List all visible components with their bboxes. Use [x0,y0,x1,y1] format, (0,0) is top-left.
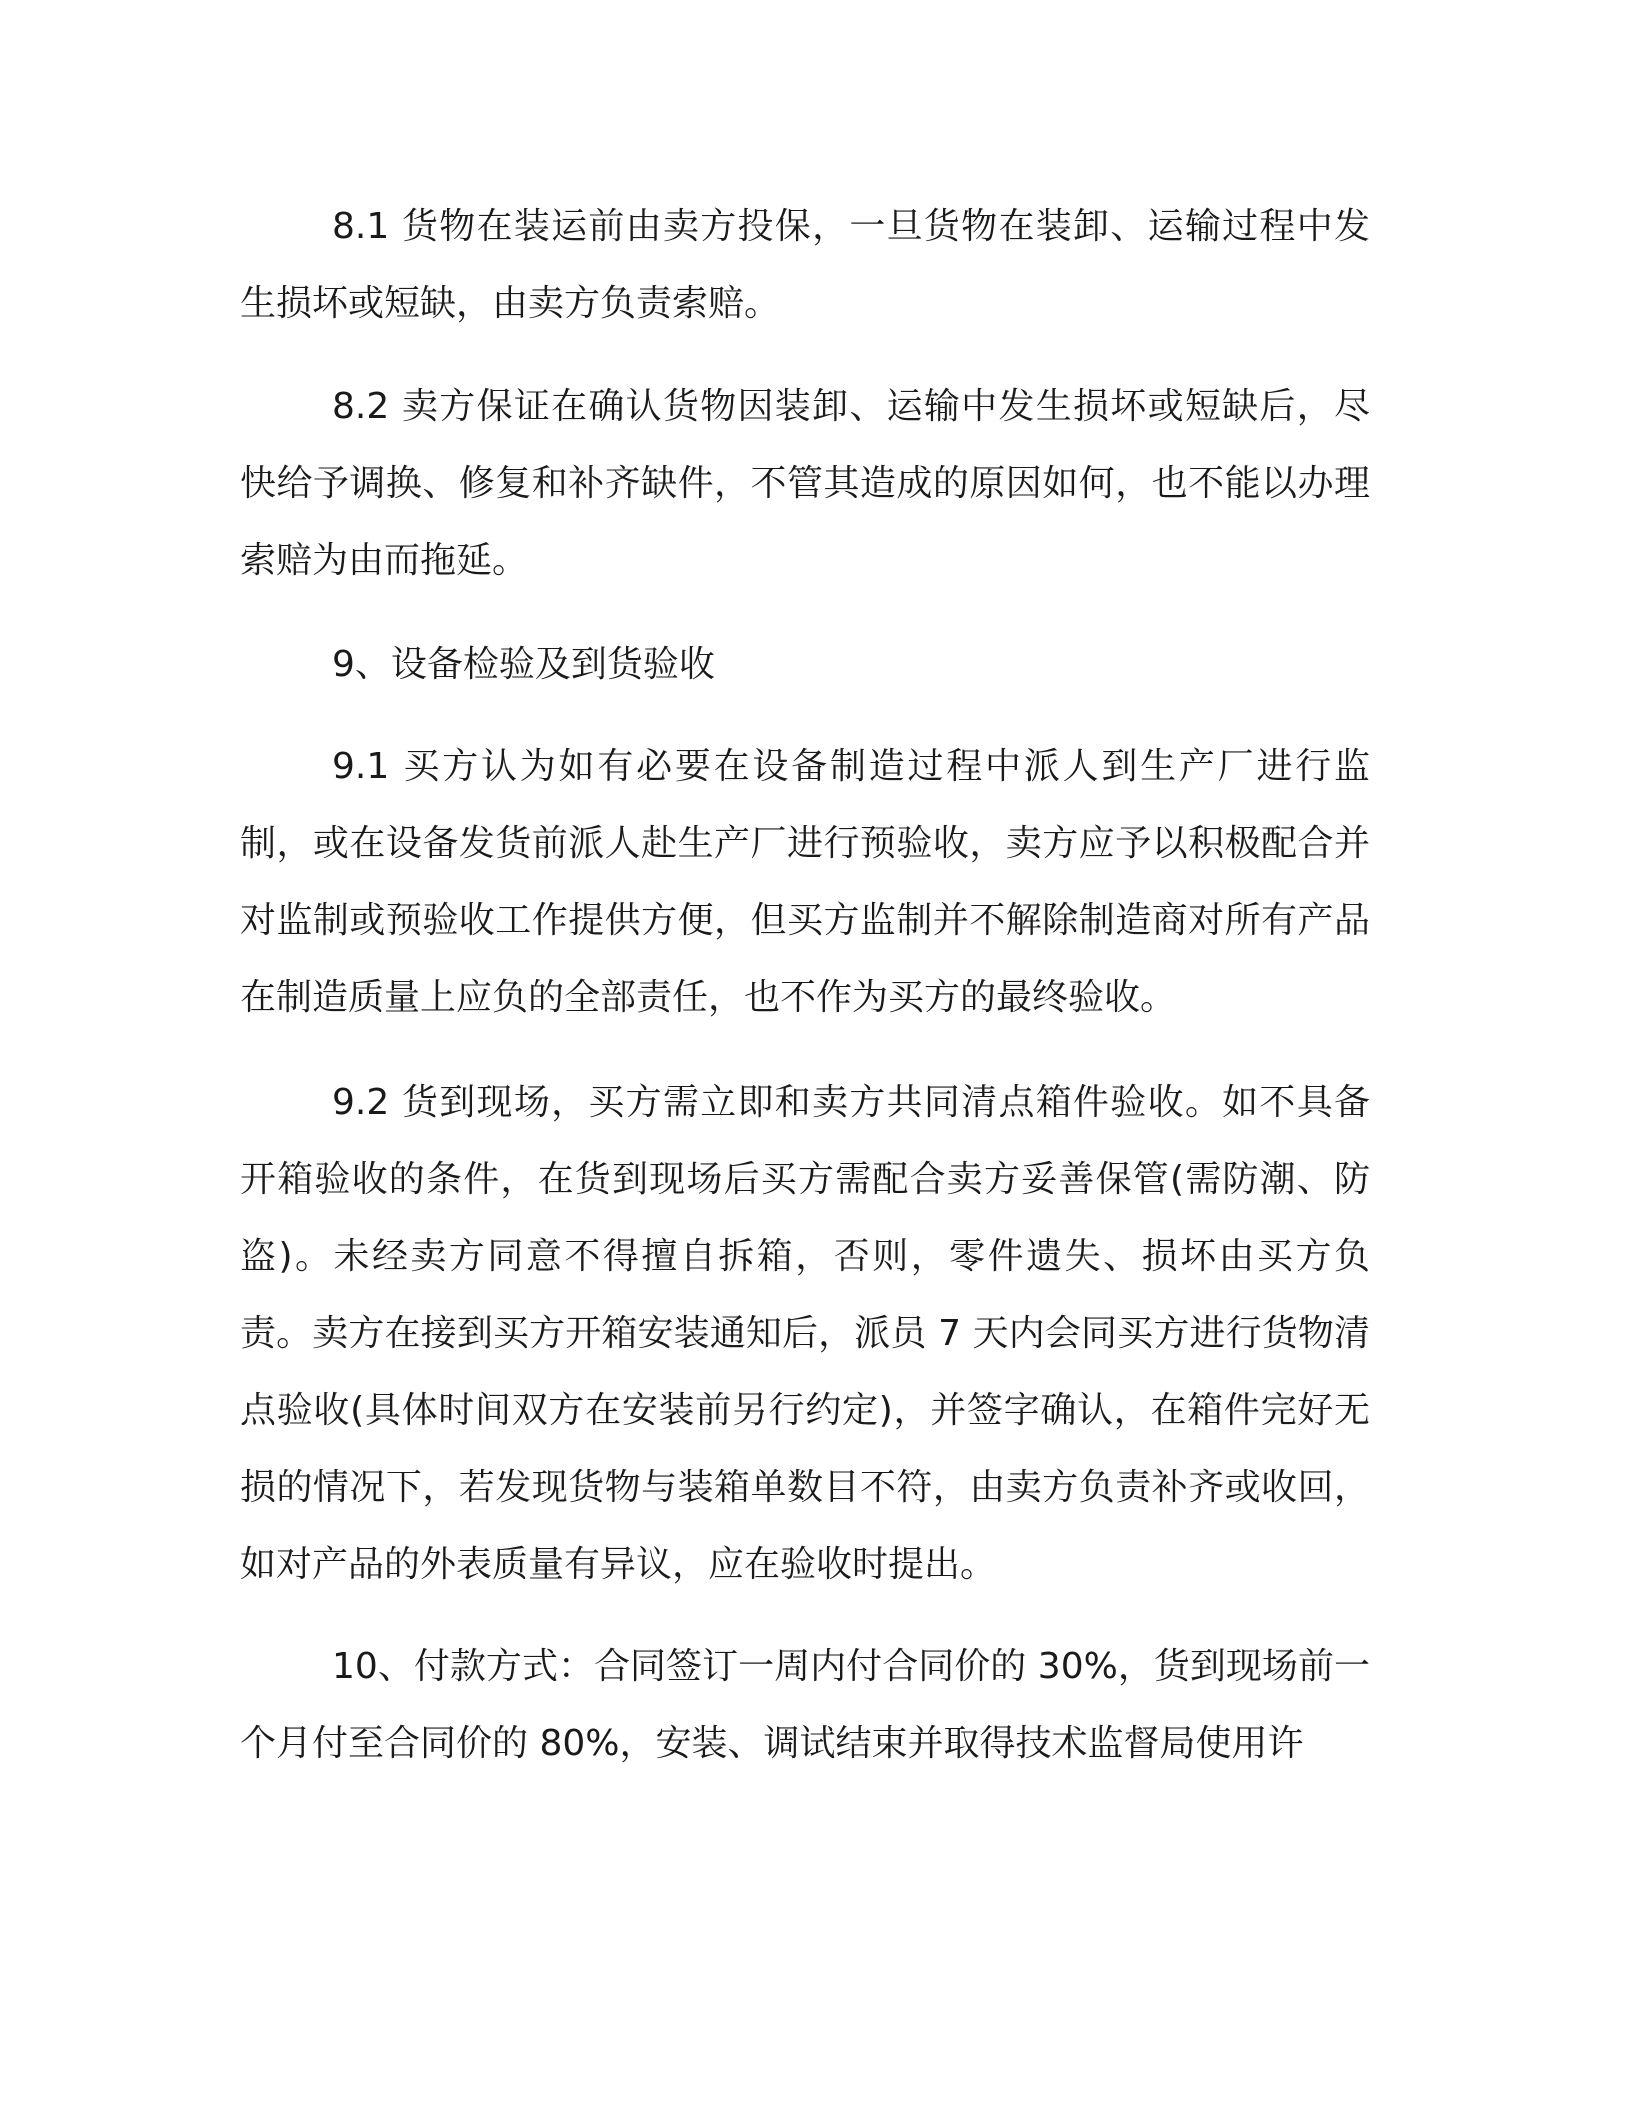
section-heading-9: 9、设备检验及到货验收 [332,644,715,685]
paragraph-8-1: 8.1 货物在装运前由卖方投保，一旦货物在装卸、运输过程中发生损坏或短缺，由卖方负责索赔。 [240,206,1370,324]
paragraph-10: 10、付款方式：合同签订一周内付合同价的 30%，货到现场前一个月付至合同价的 80%，安装、调试结束并取得技术监督局使用许 [240,1646,1370,1764]
paragraph-8-2: 8.2 卖方保证在确认货物因装卸、运输中发生损坏或短缺后，尽快给予调换、修复和补齐缺件，不管其造成的原因如何，也不能以办理索赔为由而拖延。 [240,386,1370,581]
paragraph-9-1: 9.1 买方认为如有必要在设备制造过程中派人到生产厂进行监制，或在设备发货前派人赴生产厂进行预验收，卖方应予以积极配合并对监制或预验收工作提供方便，但买方监制并不解除制造商对所有产品在制造质量上应负的全部责任，也不作为买方的最终验收。 [240,746,1370,1018]
paragraph-9-2: 9.2 货到现场，买方需立即和卖方共同清点箱件验收。如不具备开箱验收的条件，在货到现场后买方需配合卖方妥善保管(需防潮、防盗)。未经卖方同意不得擅自拆箱，否则，零件遗失、损坏由买方负责。卖方在接到买方开箱安装通知后，派员 7 天内会同买方进行货物清点验收(具体时间双方在安装前另行约定)，并签字确认，在箱件完好无损的情况下，若发现货物与装箱单数目不符，由卖方负责补齐或收回，如对产品的外表质量有异议，应在验收时提出。 [240,1082,1370,1585]
